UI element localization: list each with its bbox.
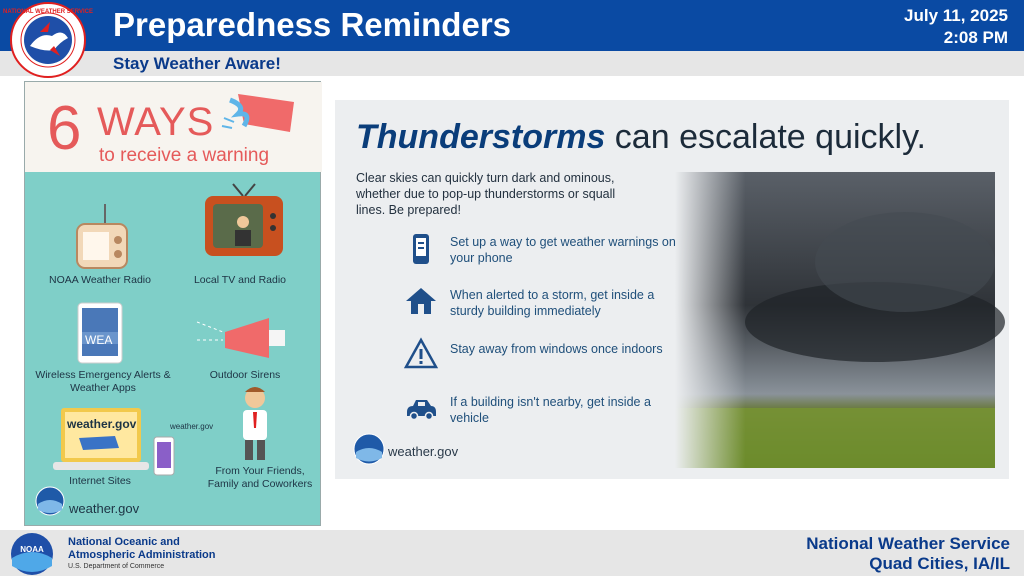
infographic-title-area [25,82,322,172]
infographic-url: weather.gov [69,501,140,516]
wea-label: Wireless Emergency Alerts & Weather Apps [35,369,171,394]
header-bar [0,0,1024,51]
tv-label: Local TV and Radio [193,274,287,286]
phone-icon [405,233,437,265]
warning-icon [405,338,437,370]
tip-vehicle: If a building isn't nearby, get inside a vehicle [450,395,651,425]
date-time [904,5,1008,49]
house-icon [405,285,437,317]
subtitle: Stay Weather Aware! [113,54,281,73]
infographic-number: 6 [47,94,82,163]
agency-line1: National Oceanic and [68,536,180,548]
tip-building: When alerted to a storm, get inside a sturdy building immediately [450,288,655,318]
internet-label: Internet Sites [69,475,131,487]
tip-windows: Stay away from windows once indoors [450,342,663,356]
laptop-text: weather.gov [67,417,137,431]
laptop-icon [53,406,149,472]
friends-label: From Your Friends, Family and Coworkers [207,465,313,490]
radio-label: NOAA Weather Radio [49,274,151,286]
date-text: July 11, 2025 [904,6,1008,25]
card-title [356,118,926,157]
noaa-logo-icon [10,532,54,576]
wea-text: WEA [85,333,113,347]
lightning-icon [220,92,295,140]
page-title: Preparedness Reminders [113,6,512,43]
thunderstorm-card [335,100,1009,479]
card-intro: Clear skies can quickly turn dark and ominous, whether due to pop-up thunderstorms or squall lines. Be prepared! [356,171,616,217]
siren-label: Outdoor Sirens [209,369,281,381]
tv-icon [203,182,285,264]
six-ways-infographic [24,81,321,526]
agency-line2: Atmospheric Administration [68,549,216,561]
phone-url-label: weather.gov [170,422,214,431]
storm-photo [675,172,995,468]
office-location: Quad Cities, IA/IL [869,554,1010,573]
noaa-logo-text: NOAA [20,545,44,554]
infographic-subtitle: to receive a warning [99,145,270,166]
nws-logo-icon [3,2,93,78]
phone-icon [153,436,175,476]
person-icon [233,386,283,462]
nws-logo-text: NATIONAL WEATHER SERVICE [3,9,93,15]
siren-icon [195,314,287,364]
time-text: 2:08 PM [943,28,1008,47]
tip-phone: Set up a way to get weather warnings on your phone [450,235,676,265]
office-name: National Weather Service [806,534,1010,553]
agency-line3: U.S. Department of Commerce [68,563,165,570]
footer-bar [0,530,1024,576]
car-icon [405,392,437,424]
noaa-small-icon [35,486,65,516]
card-url: weather.gov [388,444,459,459]
subheader-bar [0,51,1024,76]
card-title-emphasis: Thunderstorms [356,118,606,156]
noaa-card-icon [353,433,385,465]
radio-icon [75,202,130,272]
infographic-ways: WAYS [97,100,215,144]
card-title-rest: can escalate quickly. [605,118,927,156]
